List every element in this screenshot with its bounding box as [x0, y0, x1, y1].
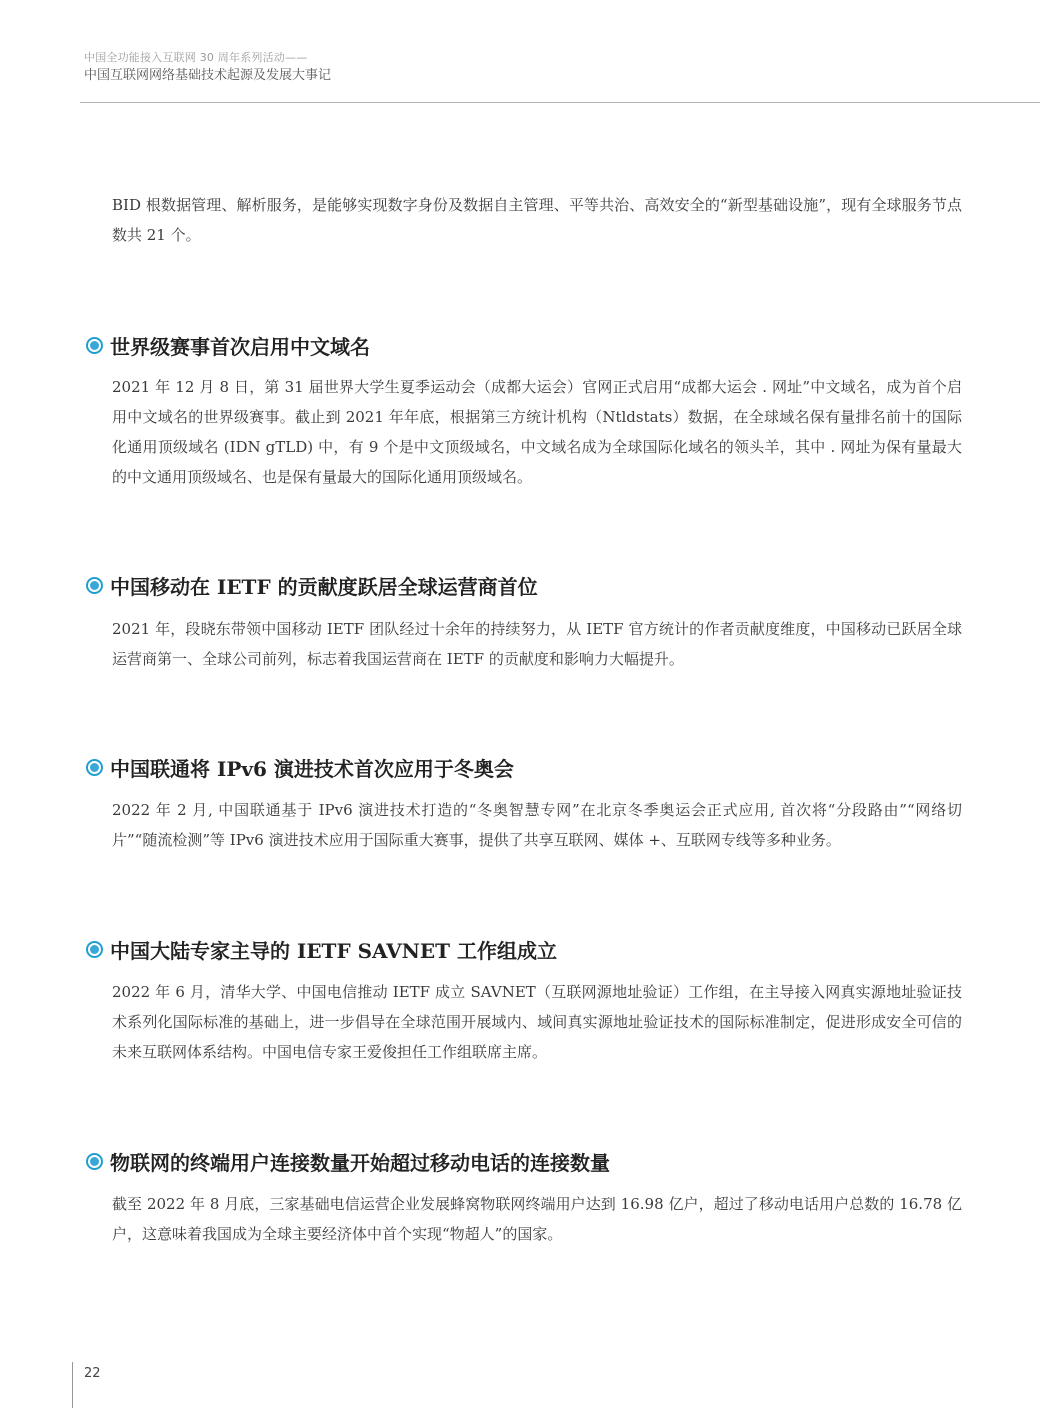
circle-bullet-icon: [86, 337, 103, 354]
section-title: 中国移动在 IETF 的贡献度跃居全球运营商首位: [110, 575, 538, 599]
section-body: 2021 年，段晓东带领中国移动 IETF 团队经过十余年的持续努力，从 IETF 官方统计的作者贡献度维度，中国移动已跃居全球运营商第一、全球公司前列，标志着我国运营商在 IETF 的贡献度和影响力大幅提升。: [112, 620, 962, 668]
document-title: 中国互联网网络基础技术起源及发展大事记: [84, 68, 332, 83]
section-heading: [86, 935, 557, 964]
section-body: 2022 年 2 月, 中国联通基于 IPv6 演进技术打造的“冬奥智慧专网”在北京冬季奥运会正式应用, 首次将“分段路由”“网络切片”“随流检测”等 IPv6 演进技术应用于国际重大赛事，提供了共享互联网、媒体 +、互联网专线等多种业务。: [112, 801, 962, 849]
circle-bullet-icon: [86, 1153, 103, 1170]
section-title: 中国联通将 IPv6 演进技术首次应用于冬奥会: [110, 757, 514, 781]
intro-paragraph: BID 根数据管理、解析服务，是能够实现数字身份及数据自主管理、平等共治、高效安全的“新型基础设施”，现有全球服务节点数共 21 个。: [112, 196, 962, 244]
section-body: 2021 年 12 月 8 日，第 31 届世界大学生夏季运动会（成都大运会）官网正式启用“成都大运会 . 网址”中文域名，成为首个启用中文域名的世界级赛事。截止到 2021 年年底，根据第三方统计机构（Ntldstats）数据，在全球域名保有量排名前十的国际化通用顶级域名 (IDN gTLD) 中，有 9 个是中文顶级域名，中文域名成为全球国际化域名的领头羊，其中 . 网址为保有量最大的中文通用顶级域名、也是保有量最大的国际化通用顶级域名。: [112, 378, 962, 486]
page-number: 22: [84, 1366, 101, 1381]
section-title: 物联网的终端用户连接数量开始超过移动电话的连接数量: [110, 1151, 610, 1175]
section-heading: [86, 753, 514, 782]
circle-bullet-icon: [86, 941, 103, 958]
header-divider: [80, 102, 1040, 103]
section-heading: [86, 331, 370, 360]
circle-bullet-icon: [86, 577, 103, 594]
circle-bullet-icon: [86, 759, 103, 776]
section-body: 截至 2022 年 8 月底，三家基础电信运营企业发展蜂窝物联网终端用户达到 16.98 亿户，超过了移动电话用户总数的 16.78 亿户，这意味着我国成为全球主要经济体中首个实现“物超人”的国家。: [112, 1195, 962, 1243]
section-heading: [86, 1147, 610, 1176]
footer-divider: [72, 1362, 73, 1408]
series-title: 中国全功能接入互联网 30 周年系列活动——: [84, 51, 308, 64]
section-title: 世界级赛事首次启用中文域名: [110, 335, 370, 359]
section-heading: [86, 571, 538, 600]
section-title: 中国大陆专家主导的 IETF SAVNET 工作组成立: [110, 939, 558, 963]
running-header: [84, 50, 331, 86]
section-body: 2022 年 6 月，清华大学、中国电信推动 IETF 成立 SAVNET（互联网源地址验证）工作组，在主导接入网真实源地址验证技术系列化国际标准的基础上，进一步倡导在全球范围开展域内、域间真实源地址验证技术的国际标准制定，促进形成安全可信的未来互联网体系结构。中国电信专家王爱俊担任工作组联席主席。: [112, 983, 962, 1061]
